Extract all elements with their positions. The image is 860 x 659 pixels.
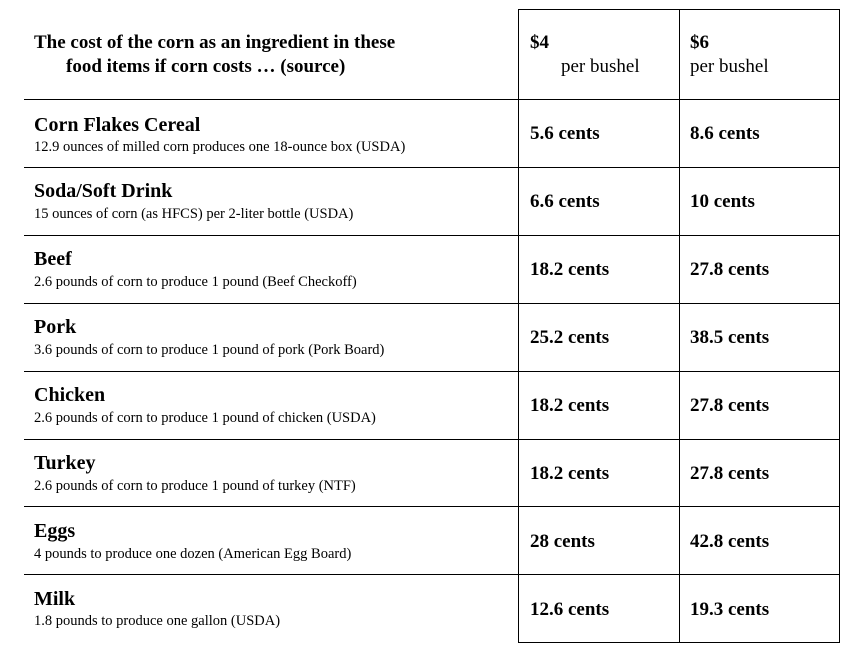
cost-4: 18.2 cents	[530, 259, 610, 280]
item-description: 12.9 ounces of milled corn produces one 18-ounce box (USDA)	[34, 139, 406, 155]
row-divider	[24, 574, 840, 575]
column-divider	[518, 9, 519, 643]
cost-6: 8.6 cents	[690, 123, 760, 144]
cost-6: 19.3 cents	[690, 599, 770, 620]
cost-4: 18.2 cents	[530, 463, 610, 484]
item-description: 1.8 pounds to produce one gallon (USDA)	[34, 613, 281, 629]
item-description: 2.6 pounds of corn to produce 1 pound of chicken (USDA)	[34, 410, 376, 426]
item-name: Soda/Soft Drink	[34, 180, 173, 202]
col2-unit: per bushel	[690, 56, 769, 77]
cost-6: 42.8 cents	[690, 531, 770, 552]
cost-4: 12.6 cents	[530, 599, 610, 620]
col1-unit: per bushel	[561, 56, 640, 77]
item-name: Beef	[34, 248, 72, 270]
row-divider	[24, 99, 840, 100]
cost-6: 27.8 cents	[690, 395, 770, 416]
cost-6: 38.5 cents	[690, 327, 770, 348]
cost-6: 27.8 cents	[690, 259, 770, 280]
item-name: Chicken	[34, 384, 106, 406]
item-name: Corn Flakes Cereal	[34, 114, 201, 136]
item-name: Pork	[34, 316, 77, 338]
col1-price: $4	[530, 32, 549, 53]
row-divider	[24, 303, 840, 304]
col2-price: $6	[690, 32, 709, 53]
item-description: 2.6 pounds of corn to produce 1 pound (Beef Checkoff)	[34, 274, 357, 290]
header-title-line2: food items if corn costs … (source)	[66, 56, 346, 77]
item-name: Milk	[34, 588, 76, 610]
item-description: 15 ounces of corn (as HFCS) per 2-liter bottle (USDA)	[34, 206, 354, 222]
item-description: 3.6 pounds of corn to produce 1 pound of pork (Pork Board)	[34, 342, 385, 358]
column-divider	[679, 9, 680, 643]
column-divider	[839, 9, 840, 643]
cost-4: 6.6 cents	[530, 191, 600, 212]
cost-4: 18.2 cents	[530, 395, 610, 416]
item-description: 2.6 pounds of corn to produce 1 pound of turkey (NTF)	[34, 478, 356, 494]
cost-6: 10 cents	[690, 191, 755, 212]
cost-4: 5.6 cents	[530, 123, 600, 144]
cost-4: 25.2 cents	[530, 327, 610, 348]
row-divider	[24, 506, 840, 507]
row-divider	[24, 439, 840, 440]
row-divider	[24, 167, 840, 168]
row-divider	[24, 371, 840, 372]
item-name: Eggs	[34, 520, 76, 542]
cost-4: 28 cents	[530, 531, 595, 552]
row-divider	[24, 235, 840, 236]
item-description: 4 pounds to produce one dozen (American Egg Board)	[34, 546, 352, 562]
item-name: Turkey	[34, 452, 96, 474]
header-title-line1: The cost of the corn as an ingredient in these	[34, 32, 396, 53]
cost-6: 27.8 cents	[690, 463, 770, 484]
